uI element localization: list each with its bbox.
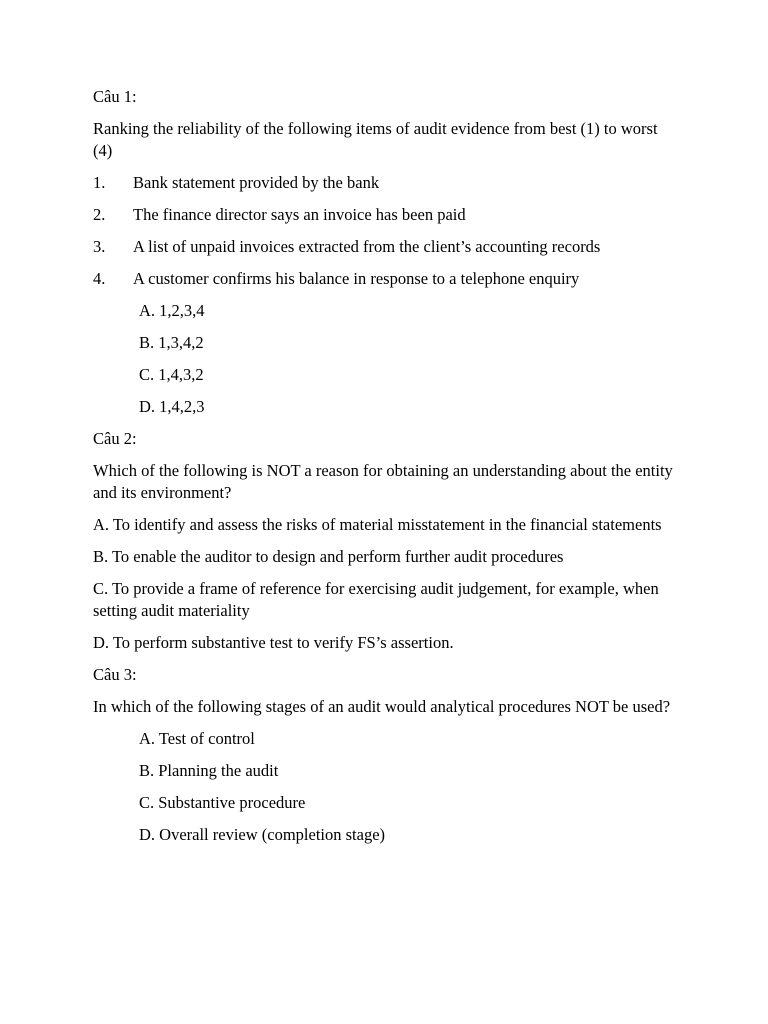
answer-option-b: B. 1,3,4,2: [139, 333, 204, 352]
question-prompt: In which of the following stages of an audit would analytical procedures NOT be used?: [93, 697, 671, 716]
evidence-item: [93, 204, 678, 226]
item-text: A list of unpaid invoices extracted from the client’s accounting records: [133, 237, 601, 256]
answer-option-c: C. Substantive procedure: [139, 793, 306, 812]
question-prompt: Which of the following is NOT a reason for obtaining an understanding about the entity and its environment?: [93, 461, 673, 502]
question-heading: Câu 3:: [93, 665, 137, 684]
answer-option-d: D. 1,4,2,3: [139, 397, 205, 416]
evidence-item: [93, 268, 678, 290]
answer-option-d: D. Overall review (completion stage): [139, 825, 386, 844]
answer-option-c: C. To provide a frame of reference for exercising audit judgement, for example, when setting audit materiality: [93, 579, 659, 620]
item-number: 1.: [93, 173, 106, 192]
answer-option-a: A. To identify and assess the risks of material misstatement in the financial statements: [93, 515, 662, 534]
evidence-item: [93, 172, 678, 194]
item-number: 2.: [93, 205, 106, 224]
answer-option-d: D. To perform substantive test to verify FS’s assertion.: [93, 633, 454, 652]
question-2: [93, 428, 678, 654]
item-text: Bank statement provided by the bank: [133, 173, 380, 192]
evidence-item: [93, 236, 678, 258]
answer-option-a: A. Test of control: [139, 729, 255, 748]
question-prompt: Ranking the reliability of the following items of audit evidence from best (1) to worst (4): [93, 119, 658, 160]
item-text: A customer confirms his balance in response to a telephone enquiry: [133, 269, 580, 288]
answer-option-b: B. To enable the auditor to design and perform further audit procedures: [93, 547, 564, 566]
item-text: The finance director says an invoice has been paid: [133, 205, 466, 224]
item-number: 3.: [93, 237, 106, 256]
answer-option-a: A. 1,2,3,4: [139, 301, 205, 320]
question-1: [93, 86, 678, 418]
question-heading: Câu 2:: [93, 429, 137, 448]
answer-option-c: C. 1,4,3,2: [139, 365, 204, 384]
question-3: [93, 664, 678, 846]
item-number: 4.: [93, 269, 106, 288]
document-page: [93, 86, 678, 856]
answer-option-b: B. Planning the audit: [139, 761, 279, 780]
question-heading: Câu 1:: [93, 87, 137, 106]
